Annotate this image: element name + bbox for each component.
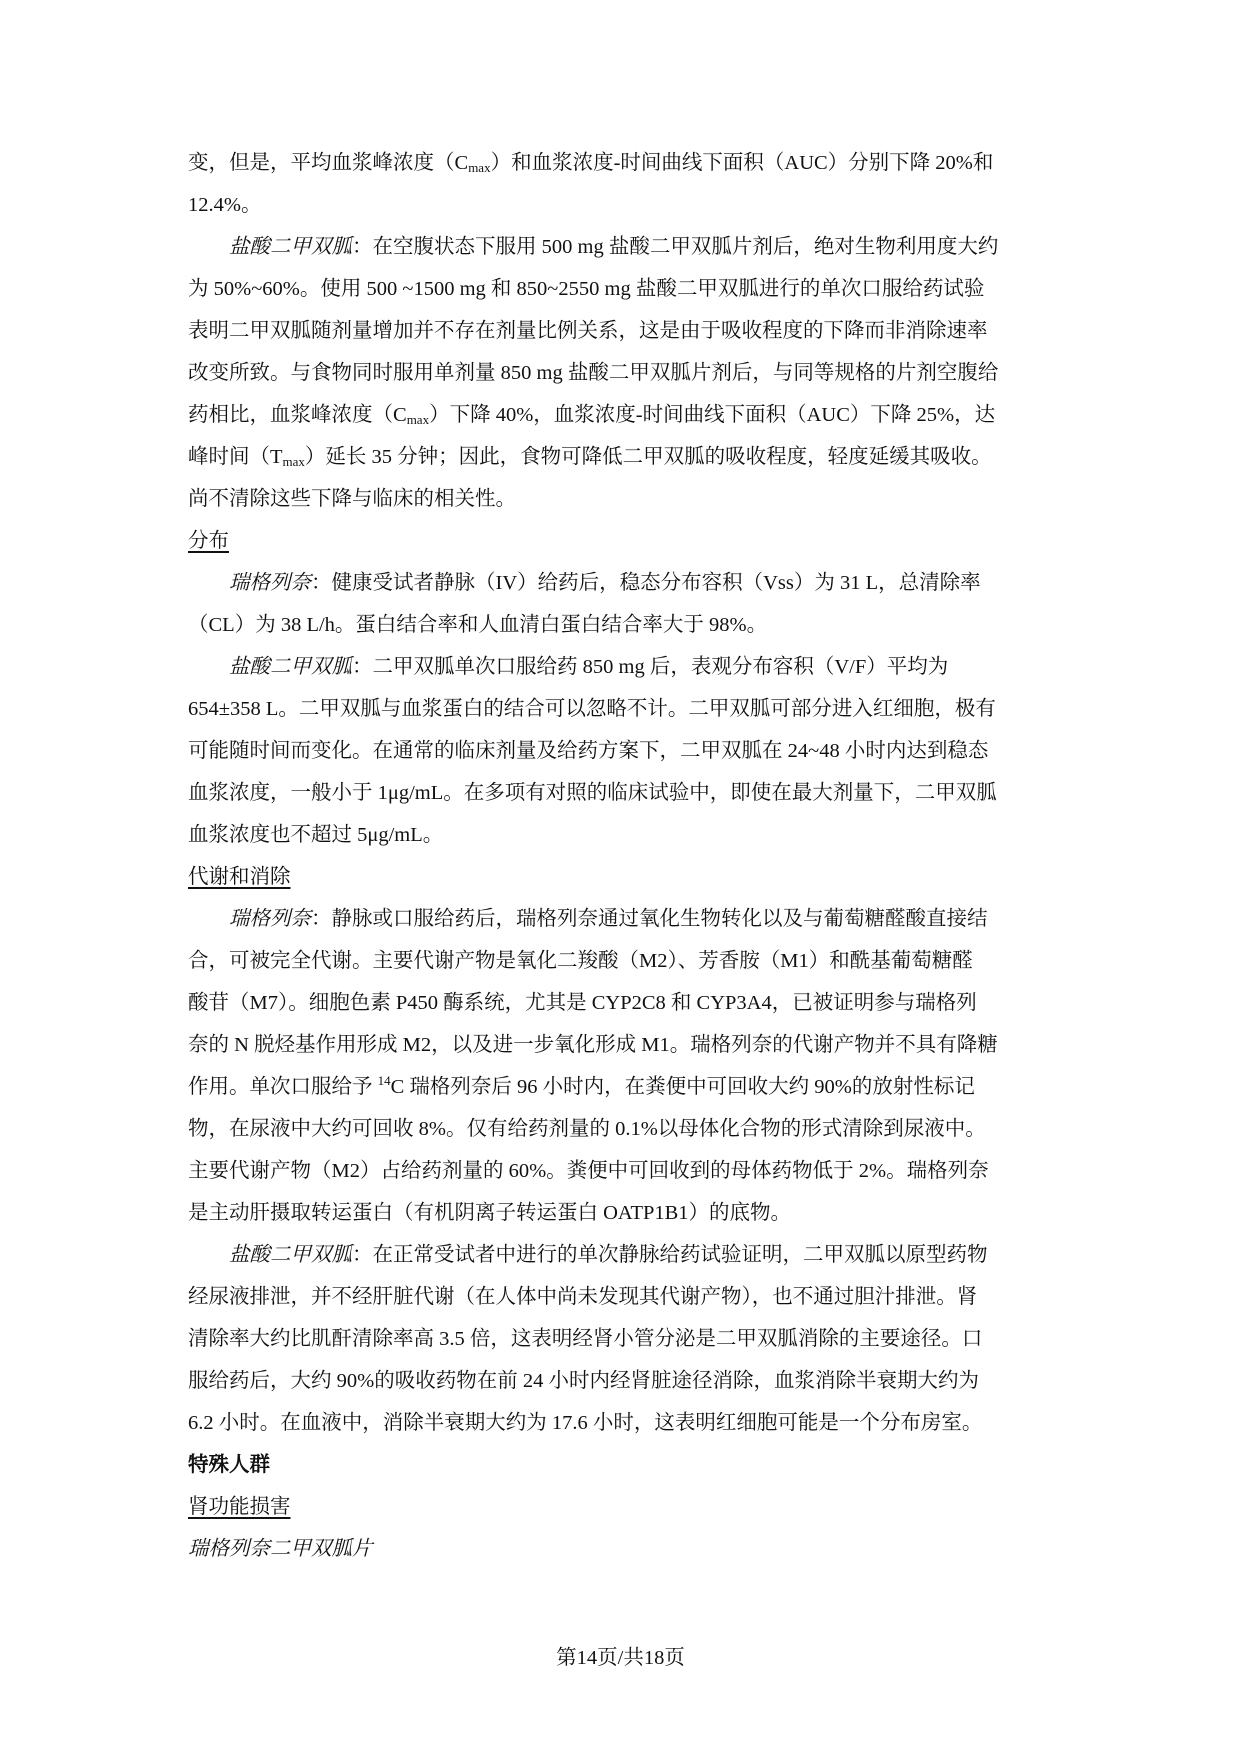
text-line: 酸苷（M7）。细胞色素 P450 酶系统，尤其是 CYP2C8 和 CYP3A4，已被证明参与瑞格列 (188, 992, 977, 1014)
text-line: 可能随时间而变化。在通常的临床剂量及给药方案下，二甲双胍在 24~48 小时内达到稳态 (188, 740, 989, 762)
text-line: 合，可被完全代谢。主要代谢产物是氧化二羧酸（M2）、芳香胺（M1）和酰基葡萄糖醛 (188, 950, 973, 972)
text-line: 经尿液排泄，并不经肝脏代谢（在人体中尚未发现其代谢产物），也不通过胆汁排泄。肾 (188, 1286, 978, 1308)
text-line: 药相比，血浆峰浓度$(C_{max})$下降 40%，血浆浓度-时间曲线下面积（AUC）下降 25%，达 (188, 404, 996, 427)
section-heading-renal-impairment: 肾功能损害 (188, 1496, 291, 1518)
document-body (188, 142, 1060, 1570)
text-line: 清除率大约比肌酐清除率高 3.5 倍，这表明经肾小管分泌是二甲双胍消除的主要途径。口 (188, 1328, 983, 1350)
drug-name-label: 盐酸二甲双胍 (229, 656, 352, 678)
paragraph-metformin-distribution: 盐酸二甲双胍：二甲双胍单次口服给药 850 mg 后，表观分布容积（V/F）平均为 (229, 656, 949, 678)
text-line: 奈的 N 脱烃基作用形成 M2，以及进一步氧化形成 M1。瑞格列奈的代谢产物并不具有降糖 (188, 1034, 998, 1056)
text-line: 尚不清除这些下降与临床的相关性。 (188, 488, 516, 510)
text-line: 变，但是，平均血浆峰浓度$(C_{max})$和血浆浓度-时间曲线下面积（AUC）分别下降 20%和 (188, 152, 994, 175)
text-line: 表明二甲双胍随剂量增加并不存在剂量比例关系，这是由于吸收程度的下降而非消除速率 (188, 320, 988, 342)
drug-name-label: 瑞格列奈 (229, 572, 311, 594)
text-line: 12.4%。 (188, 194, 262, 216)
text-line: 血浆浓度，一般小于 1μg/mL。在多项有对照的临床试验中，即使在最大剂量下，二甲双胍 (188, 782, 997, 804)
text-line: （CL）为 38 L/h。蛋白结合率和人血清白蛋白结合率大于 98%。 (188, 614, 768, 636)
page-number-footer: 第14页/共18页 (556, 1647, 685, 1669)
subheading-product-name: 瑞格列奈二甲双胍片 (188, 1538, 373, 1560)
section-heading-special-populations: 特殊人群 (188, 1454, 270, 1476)
drug-name-label: 盐酸二甲双胍 (229, 1244, 352, 1266)
section-heading-metabolism: 代谢和消除 (188, 866, 291, 888)
paragraph-metformin-absorption: 盐酸二甲双胍：在空腹状态下服用 500 mg 盐酸二甲双胍片剂后，绝对生物利用度大约 (229, 236, 999, 258)
text-line: 峰时间$(T_{max})$延长 35 分钟；因此，食物可降低二甲双胍的吸收程度，轻度延缓其吸收。 (188, 446, 992, 469)
text-line: 血浆浓度也不超过 5μg/mL。 (188, 824, 444, 846)
text-line: 服给药后，大约 90%的吸收药物在前 24 小时内经肾脏途径消除，血浆消除半衰期大约为 (188, 1370, 979, 1392)
text-line: 物，在尿液中大约可回收 8%。仅有给药剂量的 0.1%以母体化合物的形式清除到尿液中。 (188, 1118, 986, 1140)
text-line: 是主动肝摄取转运蛋白（有机阴离子转运蛋白 OATP1B1）的底物。 (188, 1202, 792, 1224)
text-line: 为 50%~60%。使用 500 ~1500 mg 和 850~2550 mg 盐酸二甲双胍进行的单次口服给药试验 (188, 278, 985, 300)
section-heading-distribution: 分布 (188, 530, 229, 552)
paragraph-repaglinide-distribution: 瑞格列奈：健康受试者静脉（IV）给药后，稳态分布容积（Vss）为 31 L，总清除率 (229, 572, 981, 594)
paragraph-metformin-elimination: 盐酸二甲双胍：在正常受试者中进行的单次静脉给药试验证明，二甲双胍以原型药物 (229, 1244, 988, 1266)
text-line: 主要代谢产物（M2）占给药剂量的 60%。粪便中可回收到的母体药物低于 2%。瑞格列奈 (188, 1160, 989, 1182)
text-line: 654±358 L。二甲双胍与血浆蛋白的结合可以忽略不计。二甲双胍可部分进入红细胞，极有 (188, 698, 996, 720)
text-line: 改变所致。与食物同时服用单剂量 850 mg 盐酸二甲双胍片剂后，与同等规格的片剂空腹给 (188, 362, 999, 384)
drug-name-label: 瑞格列奈 (229, 908, 311, 930)
text-line: 作用。单次口服给予 $^{14}$C 瑞格列奈后 96 小时内，在粪便中可回收大约 90%的放射性标记 (188, 1073, 975, 1098)
drug-name-label: 盐酸二甲双胍 (229, 236, 352, 258)
paragraph-repaglinide-metabolism: 瑞格列奈：静脉或口服给药后，瑞格列奈通过氧化生物转化以及与葡萄糖醛酸直接结 (229, 908, 988, 930)
text-line: 6.2 小时。在血液中，消除半衰期大约为 17.6 小时，这表明红细胞可能是一个分布房室。 (188, 1412, 983, 1434)
